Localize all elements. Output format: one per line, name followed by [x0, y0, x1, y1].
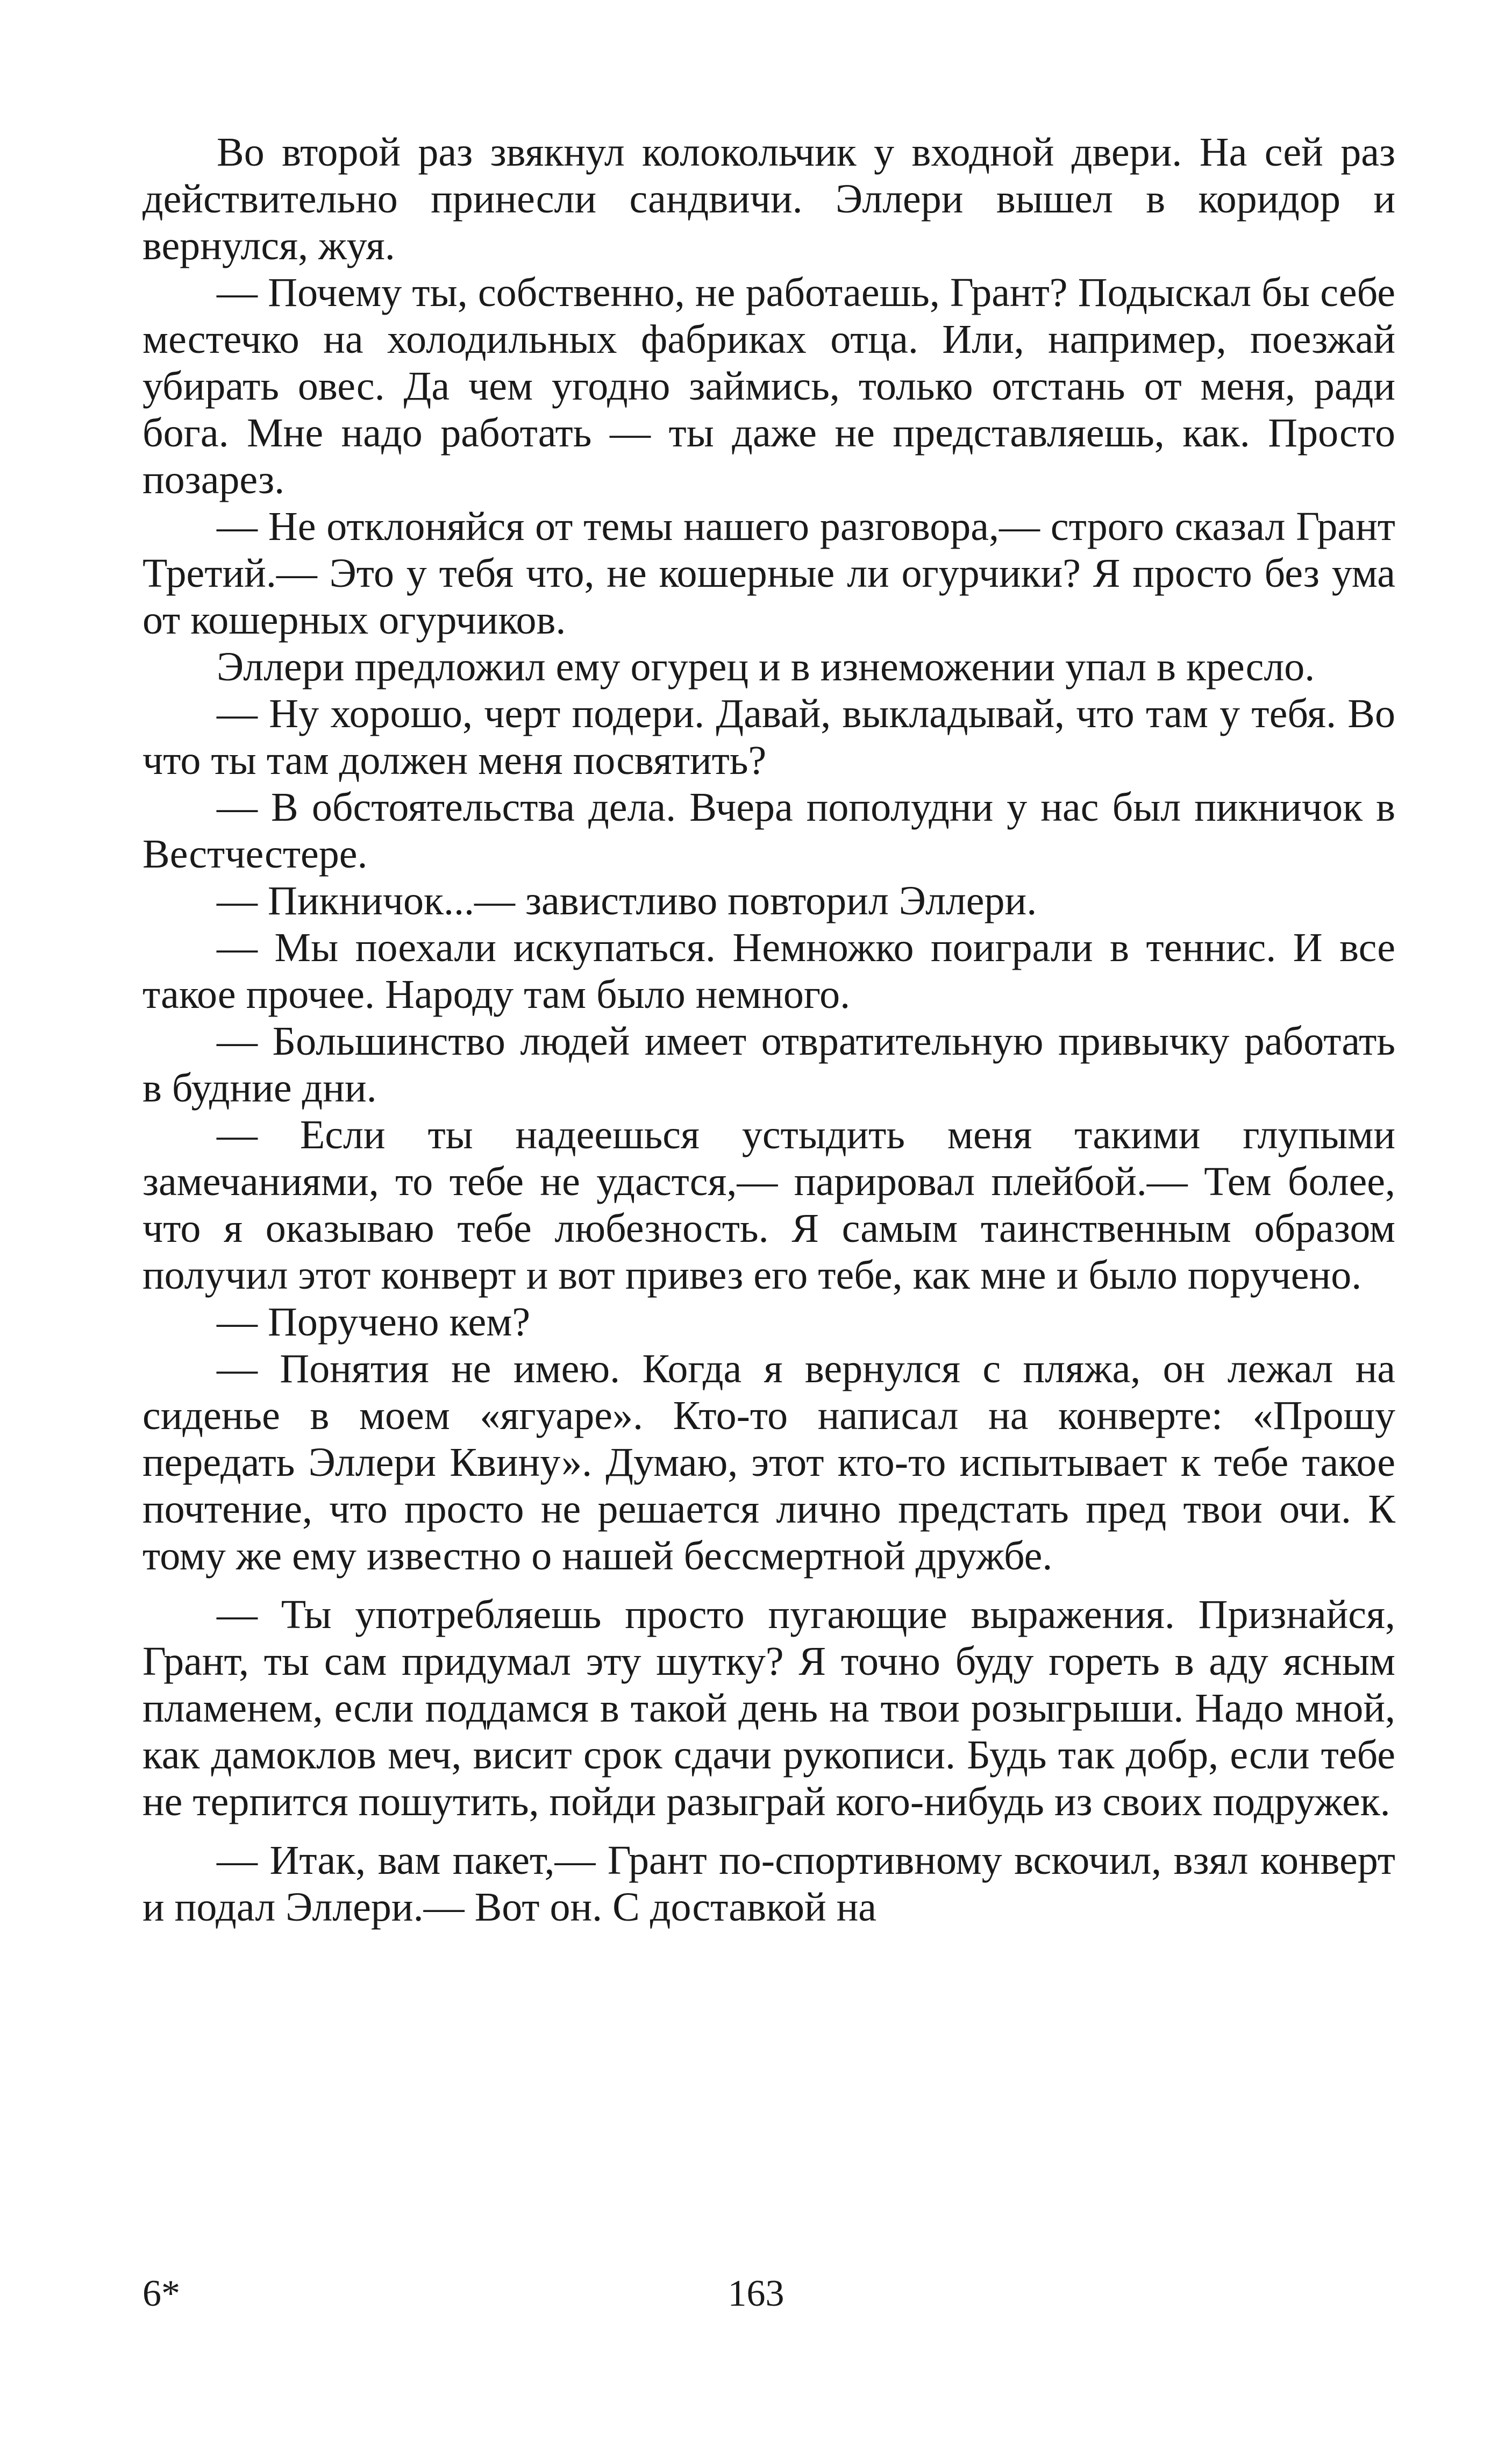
paragraph: — Поручено кем? — [217, 1299, 531, 1345]
body-text — [142, 129, 1395, 1931]
paragraph: — В обстоятельства дела. Вчера пополудни у нас был пикничок в Вестчестере. — [142, 785, 1395, 877]
signature-mark: 6* — [142, 2273, 180, 2314]
page-footer — [0, 2270, 1512, 2323]
paragraph: — Итак, вам пакет,— Грант по-спортивному вскочил, взял конверт и подал Эллери.— Вот он. С доставкой на — [142, 1838, 1395, 1930]
paragraph: — Ну хорошо, черт подери. Давай, выкладывай, что там у тебя. Во что ты там должен меня посвятить? — [142, 691, 1395, 783]
paragraph: — Понятия не имею. Когда я вернулся с пляжа, он лежал на сиденье в моем «ягуаре». Кто-то написал на конверте: «Прошу передать Эллери Квину». Думаю, этот кто-то испытывает к тебе такое почтение, что просто не решается лично предстать пред твои очи. К тому же ему известно о нашей бессмертной дружбе. — [142, 1346, 1395, 1579]
paragraph: — Если ты надеешься устыдить меня такими глупыми замечаниями, то тебе не удастся,— парировал плейбой.— Тем более, что я оказываю тебе любезность. Я самым таинственным образом получил этот конверт и вот привез его тебе, как мне и было поручено. — [142, 1112, 1395, 1298]
paragraph: — Почему ты, собственно, не работаешь, Грант? Подыскал бы себе местечко на холодильных фабриках отца. Или, например, поезжай убирать овес. Да чем угодно займись, только отстань от меня, ради бога. Мне надо работать — ты даже не представляешь, как. Просто позарез. — [142, 270, 1395, 502]
paragraph: Во второй раз звякнул колокольчик у входной двери. На сей раз действительно принесли сандвичи. Эллери вышел в коридор и вернулся, жуя. — [142, 130, 1395, 268]
paragraph: — Пикничок...— завистливо повторил Эллери. — [217, 878, 1037, 923]
paragraph: — Большинство людей имеет отвратительную привычку работать в будние дни. — [142, 1019, 1395, 1111]
paragraph: — Мы поехали искупаться. Немножко поиграли в теннис. И все такое прочее. Народу там было немного. — [142, 925, 1395, 1017]
paragraph: — Не отклоняйся от темы нашего разговора,— строго сказал Грант Третий.— Это у тебя что, не кошерные ли огурчики? Я просто без ума от кошерных огурчиков. — [142, 504, 1395, 643]
paragraph: — Ты употребляешь просто пугающие выражения. Признайся, Грант, ты сам придумал эту шутку? Я точно буду гореть в аду ясным пламенем, если поддамся в такой день на твои розыгрыши. Надо мной, как дамоклов меч, висит срок сдачи рукописи. Будь так добр, если тебе не терпится пошутить, пойди разыграй кого-нибудь из своих подружек. — [142, 1592, 1395, 1824]
page-number: 163 — [728, 2273, 784, 2314]
paragraph: Эллери предложил ему огурец и в изнеможении упал в кресло. — [217, 644, 1315, 690]
